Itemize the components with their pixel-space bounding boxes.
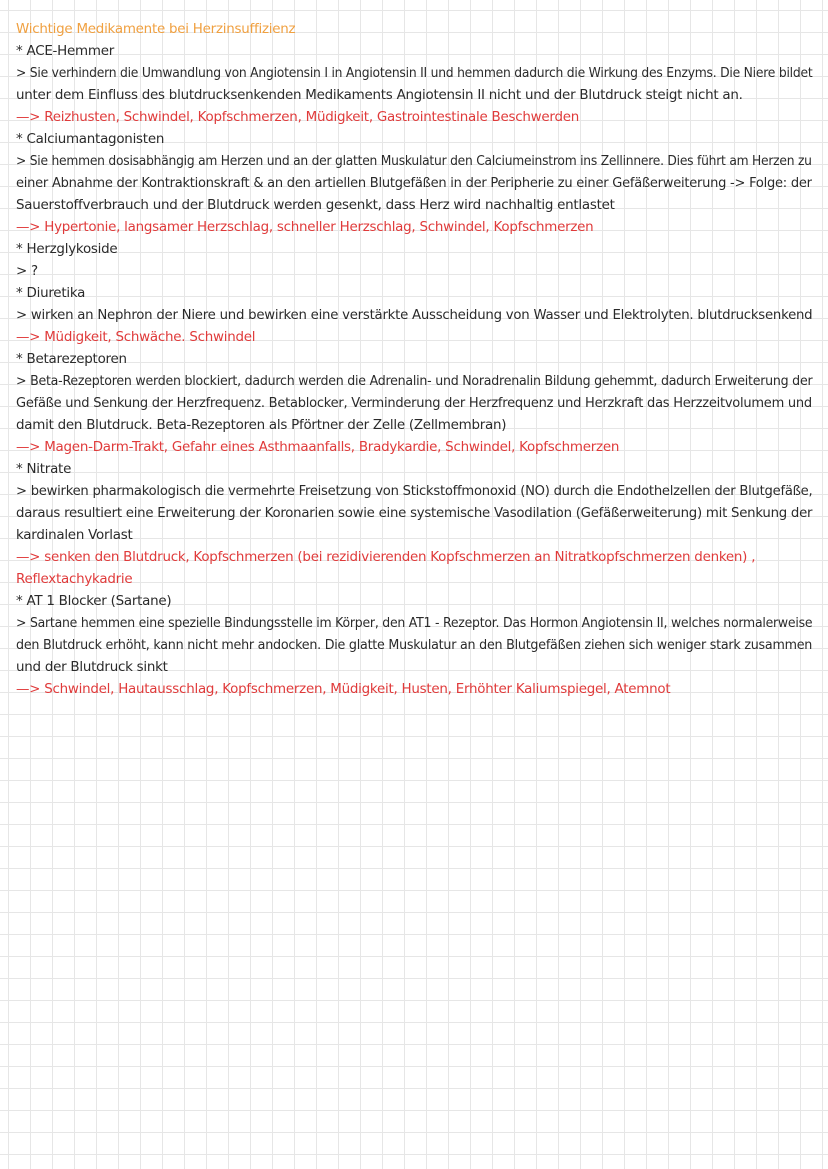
drug-heading-nitrate: * Nitrate [16,461,72,477]
drug-heading-herzglykoside: * Herzglykoside [16,241,118,257]
notes-page [16,18,816,700]
side-effects-line: —> Hypertonie, langsamer Herzschlag, schneller Herzschlag, Schwindel, Kopfschmerzen [16,219,594,235]
side-effects-line: Reflextachykadrie [16,571,133,587]
drug-heading-betarezeptoren: * Betarezeptoren [16,351,127,367]
page-title: Wichtige Medikamente bei Herzinsuffizienz [16,21,296,37]
side-effects-line: —> Schwindel, Hautausschlag, Kopfschmerzen, Müdigkeit, Husten, Erhöhter Kaliumspiegel, Atemnot [16,681,671,697]
description-line: > wirken an Nephron der Niere und bewirken eine verstärkte Ausscheidung von Wasser und Elektrolyten. blutdrucksenkend [16,307,813,323]
side-effects-line: —> Reizhusten, Schwindel, Kopfschmerzen, Müdigkeit, Gastrointestinale Beschwerden [16,109,580,125]
drug-heading-diuretika: * Diuretika [16,285,86,301]
side-effects-line: —> Müdigkeit, Schwäche. Schwindel [16,329,256,345]
description-line: Gefäße und Senkung der Herzfrequenz. Betablocker, Verminderung der Herzfrequenz und Herzkraft das Herzzeitvolumem und [16,395,812,411]
description-line: Sauerstoffverbrauch und der Blutdruck werden gesenkt, dass Herz wird nachhaltig entlastet [16,197,615,213]
drug-heading-ace-hemmer: * ACE-Hemmer [16,43,114,59]
side-effects-line: —> Magen-Darm-Trakt, Gefahr eines Asthmaanfalls, Bradykardie, Schwindel, Kopfschmerzen [16,439,620,455]
description-line: > Beta-Rezeptoren werden blockiert, dadurch werden die Adrenalin- und Noradrenalin Bildung gehemmt, dadurch Erweiterung der [16,373,813,389]
description-line: > Sie verhindern die Umwandlung von Angiotensin I in Angiotensin II und hemmen dadurch die Wirkung des Enzyms. Die Niere bildet [16,65,813,81]
drug-heading-at1-blocker: * AT 1 Blocker (Sartane) [16,593,172,609]
description-line: > bewirken pharmakologisch die vermehrte Freisetzung von Stickstoffmonoxid (NO) durch die Endothelzellen der Blutgefäße, [16,483,813,499]
description-line: einer Abnahme der Kontraktionskraft & an den artiellen Blutgefäßen in der Peripherie zu einer Gefäßerweiterung -> Folge: der [16,175,812,191]
description-line: den Blutdruck erhöht, kann nicht mehr andocken. Die glatte Muskulatur an den Blutgefäßen ziehen sich weniger stark zusammen [16,637,813,653]
description-line: > Sartane hemmen eine spezielle Bindungsstelle im Körper, den AT1 - Rezeptor. Das Hormon Angiotensin II, welches normalerweise [16,615,813,631]
description-line: > Sie hemmen dosisabhängig am Herzen und an der glatten Muskulatur den Calciumeinstrom ins Zellinnere. Dies führt am Herzen zu [16,153,812,169]
side-effects-line: —> senken den Blutdruck, Kopfschmerzen (bei rezidivierenden Kopfschmerzen an Nitratkopfschmerzen denken) , [16,549,756,565]
description-line: und der Blutdruck sinkt [16,659,168,675]
description-line: damit den Blutdruck. Beta-Rezeptoren als Pförtner der Zelle (Zellmembran) [16,417,507,433]
description-line: > ? [16,263,38,279]
description-line: daraus resultiert eine Erweiterung der Koronarien sowie eine systemische Vasodilation (Gefäßerweiterung) mit Senkung der [16,505,813,521]
description-line: kardinalen Vorlast [16,527,133,543]
drug-heading-calciumantagonisten: * Calciumantagonisten [16,131,165,147]
description-line: unter dem Einfluss des blutdrucksenkenden Medikaments Angiotensin II nicht und der Blutdruck steigt nicht an. [16,87,743,103]
